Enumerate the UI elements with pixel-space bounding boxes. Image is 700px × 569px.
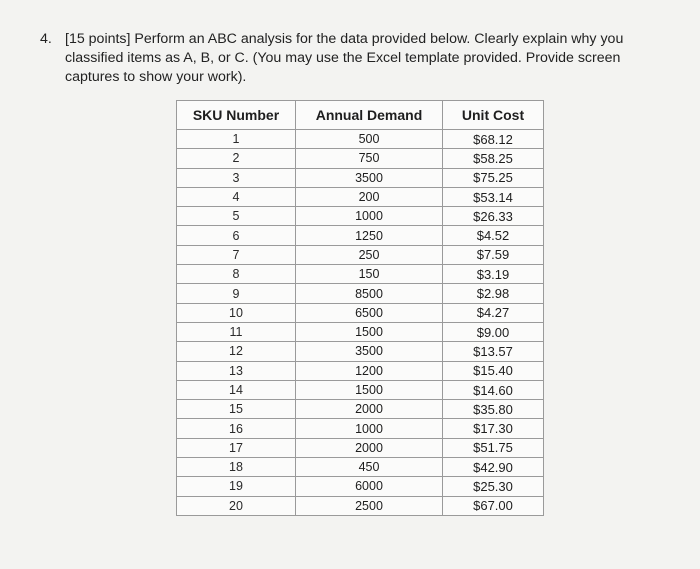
sku-number-cell: 18 — [177, 458, 296, 477]
annual-demand-cell: 1000 — [296, 419, 443, 438]
table-row — [177, 226, 544, 245]
table-header-row — [177, 101, 544, 130]
annual-demand-cell: 750 — [296, 149, 443, 168]
header-sku-number: SKU Number — [177, 101, 296, 130]
annual-demand-cell: 6000 — [296, 477, 443, 496]
annual-demand-cell: 1500 — [296, 380, 443, 399]
table-row — [177, 342, 544, 361]
annual-demand-cell: 2000 — [296, 438, 443, 457]
sku-number-cell: 20 — [177, 496, 296, 515]
table-row — [177, 496, 544, 515]
table-row — [177, 400, 544, 419]
table-row — [177, 361, 544, 380]
header-annual-demand: Annual Demand — [296, 101, 443, 130]
sku-number-cell: 2 — [177, 149, 296, 168]
unit-cost-cell: $13.57 — [443, 342, 544, 361]
annual-demand-cell: 2000 — [296, 400, 443, 419]
table-row — [177, 322, 544, 341]
table-row — [177, 207, 544, 226]
sku-number-cell: 14 — [177, 380, 296, 399]
unit-cost-cell: $4.52 — [443, 226, 544, 245]
table-row — [177, 458, 544, 477]
table-row — [177, 438, 544, 457]
table-row — [177, 149, 544, 168]
sku-number-cell: 1 — [177, 130, 296, 149]
table-row — [177, 130, 544, 149]
unit-cost-cell: $17.30 — [443, 419, 544, 438]
table-row — [177, 187, 544, 206]
question-text: [15 points] Perform an ABC analysis for the data provided below. Clearly explain why you classified items as A, B, or C. (You may use the Excel template provided. Provide screen captures to show your work). — [65, 31, 624, 85]
sku-table — [176, 100, 544, 516]
unit-cost-cell: $51.75 — [443, 438, 544, 457]
table-row — [177, 168, 544, 187]
header-unit-cost: Unit Cost — [443, 101, 544, 130]
table-row — [177, 303, 544, 322]
annual-demand-cell: 1200 — [296, 361, 443, 380]
annual-demand-cell: 6500 — [296, 303, 443, 322]
sku-number-cell: 3 — [177, 168, 296, 187]
unit-cost-cell: $68.12 — [443, 130, 544, 149]
table-row — [177, 245, 544, 264]
sku-number-cell: 16 — [177, 419, 296, 438]
unit-cost-cell: $35.80 — [443, 400, 544, 419]
table-row — [177, 380, 544, 399]
annual-demand-cell: 2500 — [296, 496, 443, 515]
annual-demand-cell: 1000 — [296, 207, 443, 226]
annual-demand-cell: 8500 — [296, 284, 443, 303]
annual-demand-cell: 3500 — [296, 342, 443, 361]
unit-cost-cell: $75.25 — [443, 168, 544, 187]
sku-number-cell: 17 — [177, 438, 296, 457]
sku-number-cell: 12 — [177, 342, 296, 361]
annual-demand-cell: 250 — [296, 245, 443, 264]
unit-cost-cell: $67.00 — [443, 496, 544, 515]
sku-number-cell: 5 — [177, 207, 296, 226]
annual-demand-cell: 1500 — [296, 322, 443, 341]
unit-cost-cell: $9.00 — [443, 322, 544, 341]
sku-number-cell: 9 — [177, 284, 296, 303]
unit-cost-cell: $25.30 — [443, 477, 544, 496]
sku-number-cell: 11 — [177, 322, 296, 341]
annual-demand-cell: 3500 — [296, 168, 443, 187]
unit-cost-cell: $3.19 — [443, 265, 544, 284]
unit-cost-cell: $15.40 — [443, 361, 544, 380]
sku-number-cell: 15 — [177, 400, 296, 419]
unit-cost-cell: $14.60 — [443, 380, 544, 399]
unit-cost-cell: $58.25 — [443, 149, 544, 168]
table-body — [177, 130, 544, 516]
unit-cost-cell: $7.59 — [443, 245, 544, 264]
sku-number-cell: 8 — [177, 265, 296, 284]
unit-cost-cell: $4.27 — [443, 303, 544, 322]
unit-cost-cell: $53.14 — [443, 187, 544, 206]
question-number: 4. — [40, 31, 52, 47]
sku-number-cell: 19 — [177, 477, 296, 496]
annual-demand-cell: 150 — [296, 265, 443, 284]
sku-table-wrapper — [176, 100, 544, 516]
table-row — [177, 419, 544, 438]
table-row — [177, 265, 544, 284]
annual-demand-cell: 200 — [296, 187, 443, 206]
annual-demand-cell: 500 — [296, 130, 443, 149]
sku-number-cell: 4 — [177, 187, 296, 206]
unit-cost-cell: $42.90 — [443, 458, 544, 477]
table-row — [177, 284, 544, 303]
sku-number-cell: 13 — [177, 361, 296, 380]
sku-number-cell: 6 — [177, 226, 296, 245]
sku-number-cell: 7 — [177, 245, 296, 264]
annual-demand-cell: 450 — [296, 458, 443, 477]
table-row — [177, 477, 544, 496]
unit-cost-cell: $2.98 — [443, 284, 544, 303]
question-block — [40, 30, 670, 87]
unit-cost-cell: $26.33 — [443, 207, 544, 226]
annual-demand-cell: 1250 — [296, 226, 443, 245]
sku-number-cell: 10 — [177, 303, 296, 322]
